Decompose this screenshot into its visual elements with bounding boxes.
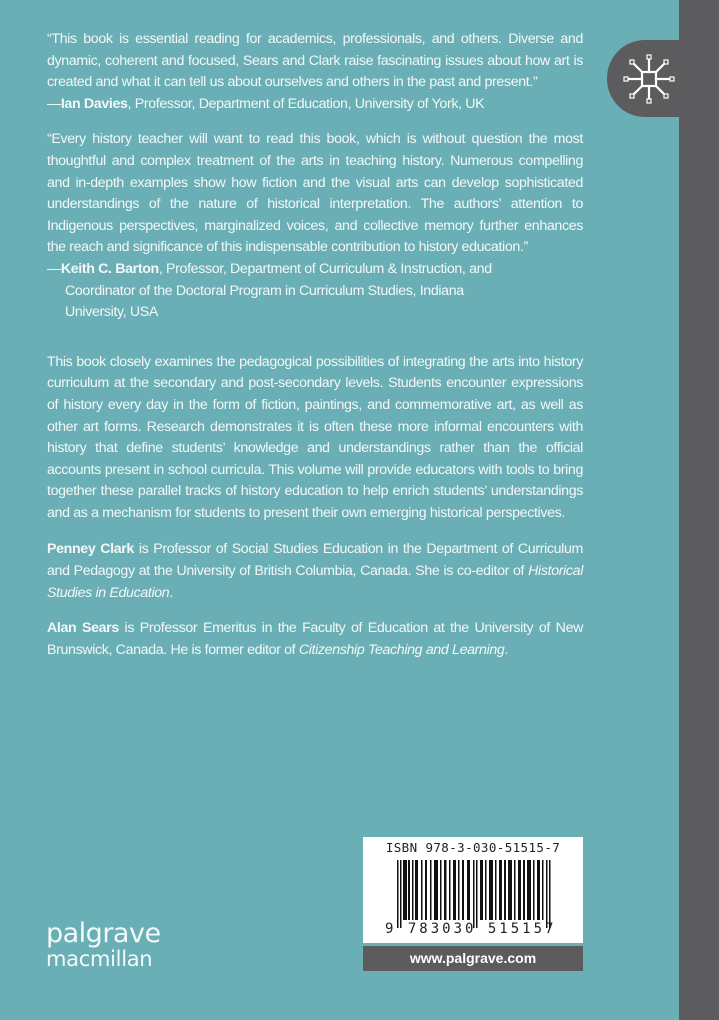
endorsement-quote-1: “This book is essential reading for academics, professionals, and others. Diverse and dynamic, coherent and focused, Sears and Clark raise fascinating issues about how art is created and what it can tell us about ourselves and others in the past and present.” [47, 31, 583, 91]
author-name: Alan Sears [47, 620, 119, 637]
back-cover-text [47, 29, 583, 661]
barcode-digits: 9 783030 515157 [385, 921, 557, 937]
endorsement-attribution-2: —Keith C. Barton, Professor, Department of Curriculum & Instruction, and Coordinator of the Doctoral Program in Curriculum Studies, Indiana University, USA [47, 260, 492, 321]
author-bio-sears: Alan Sears is Professor Emeritus in the Faculty of Education at the University of New Brunswick, Canada. He is former editor of Citizenship Teaching and Learning. [47, 620, 584, 658]
barcode-bars-icon [397, 860, 557, 928]
endorsement-attribution-1: —Ian Davies, Professor, Department of Education, University of York, UK [47, 95, 485, 112]
spine-strip [679, 0, 719, 1020]
logo-palgrave: palgrave [46, 918, 161, 949]
logo-macmillan: macmillan [46, 947, 153, 971]
endorsement-quote-2: “Every history teacher will want to read this book, which is without question the most thoughtful and complex treatment of the arts in teaching history. Numerous compelling and in-depth examples show how fiction and the visual arts can develop sophisticated understandings of the nature of historical interpretation. The authors’ attention to Indigenous perspectives, marginalized voices, and collective memory further enhances the reach and significance of this indispensable contribution to history education.” [47, 131, 583, 256]
publisher-logo [46, 920, 161, 970]
author-name: Penney Clark [47, 541, 134, 558]
palgrave-circuit-icon [621, 51, 677, 107]
endorser-name: Ian Davies [60, 95, 128, 112]
isbn-barcode [363, 837, 583, 943]
author-bio-clark: Penney Clark is Professor of Social Studies Education in the Department of Curriculum and Pedagogy at the University of British Columbia, Canada. She is co-editor of Historical Studies in Education. [47, 541, 583, 601]
book-description: This book closely examines the pedagogical possibilities of integrating the arts into history curriculum at the secondary and post-secondary levels. Students encounter expressions of history every day in the form of fiction, paintings, and commemorative art, as well as other art forms. Research demonstrates it is often these more informal encounters with history that define students’ knowledge and understandings rather than the official accounts present in school curricula. This volume will provide educators with tools to bring together these parallel tracks of history education to help enrich students’ understandings and as a mechanism for students to present their own emerging historical perspectives. [47, 353, 583, 521]
logo-tab [607, 40, 687, 117]
publisher-url: www.palgrave.com [363, 946, 583, 971]
endorser-name: Keith C. Barton [60, 260, 159, 277]
isbn-label: ISBN 978-3-030-51515-7 [385, 840, 561, 855]
